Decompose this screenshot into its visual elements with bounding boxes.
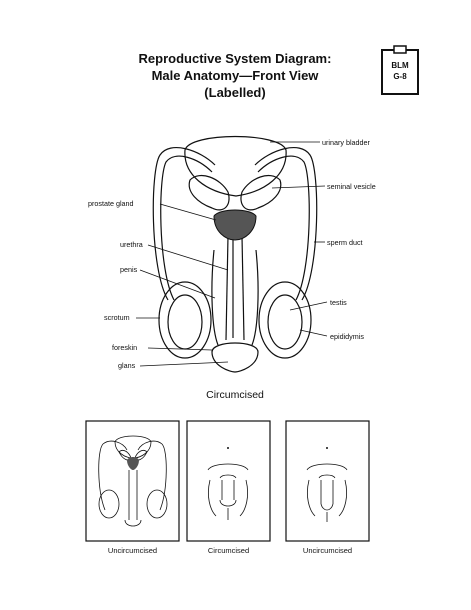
right-scrotum [259, 282, 311, 358]
right-testis [268, 295, 302, 349]
label-epididymis: epididymis [330, 332, 364, 341]
thumbnail-1 [85, 420, 180, 542]
thumbnail-3 [285, 420, 370, 542]
label-urinary-bladder: urinary bladder [322, 138, 370, 147]
title-line-2: Male Anatomy—Front View [151, 68, 319, 83]
badge-line-2: G-8 [393, 72, 407, 81]
urethra-line-right [242, 236, 244, 340]
label-glans: glans [118, 361, 136, 370]
label-urethra: urethra [120, 240, 143, 249]
label-testis: testis [330, 298, 347, 307]
label-penis: penis [120, 265, 138, 274]
urethra-line-left [226, 236, 228, 340]
left-seminal-vesicle [189, 176, 229, 210]
left-outer-duct [153, 148, 215, 300]
right-outer-duct [255, 148, 317, 300]
label-scrotum: scrotum [104, 313, 130, 322]
thumbnail-caption-1: Uncircumcised [107, 546, 158, 555]
right-seminal-vesicle [241, 176, 281, 210]
bladder-shape [185, 137, 286, 197]
label-foreskin: foreskin [112, 343, 138, 352]
glans-shape [212, 343, 258, 372]
thumbnail-2 [186, 420, 271, 542]
penis-right-edge [252, 250, 258, 345]
left-testis [168, 295, 202, 349]
thumbnail-caption-2: Circumcised [207, 546, 250, 555]
main-caption: Circumcised [206, 389, 264, 401]
thumbnail-caption-3: Uncircumcised [302, 546, 353, 555]
right-inner-duct [258, 156, 309, 300]
label-sperm-duct: sperm duct [327, 238, 363, 247]
left-inner-duct [161, 156, 212, 300]
label-prostate-gland: prostate gland [88, 199, 134, 208]
badge-line-1: BLM [391, 61, 409, 70]
title-line-1: Reproductive System Diagram: [138, 51, 332, 66]
title-line-3: (Labelled) [204, 85, 266, 100]
prostate-shape [214, 210, 256, 240]
label-seminal-vesicle: seminal vesicle [327, 182, 376, 191]
